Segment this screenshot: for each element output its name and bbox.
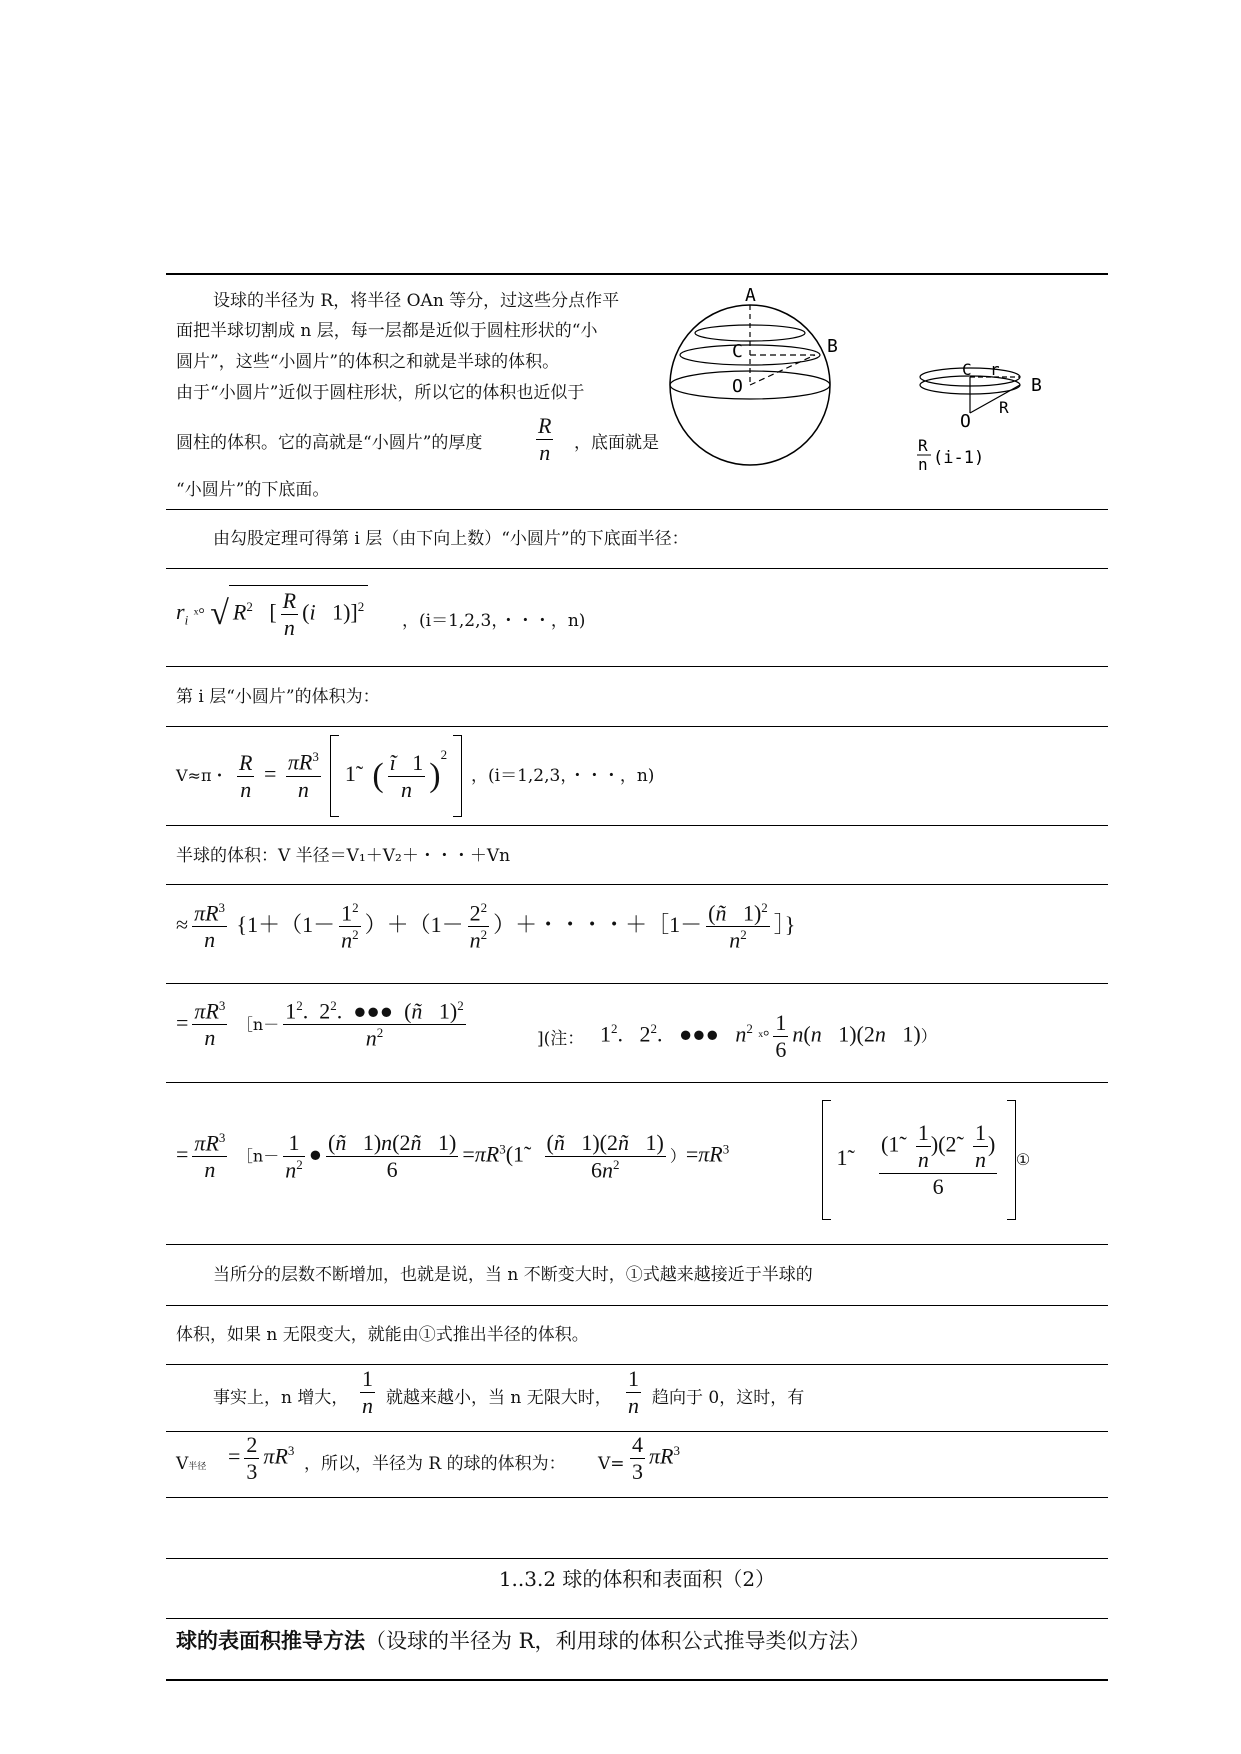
rule (166, 1497, 1108, 1498)
thickness-fraction: $\frac{R}{n}$ (538, 413, 552, 465)
section-title: 1..3.2 球的体积和表面积（2） (498, 1567, 776, 1591)
label-B: B (827, 336, 838, 357)
intro-line: 面把半球切割成 n 层，每一层都是近似于圆柱形状的“小 (176, 321, 598, 341)
sphere-volume-formula: $\frac{4}{3}$ $\pi R^3$ (632, 1432, 680, 1484)
intro-line (176, 428, 482, 458)
rule (166, 1558, 1108, 1559)
one-over-n: $\frac{1}{n}$ (362, 1366, 373, 1418)
label-C: C (732, 341, 743, 362)
disk-label-C: C (962, 360, 972, 379)
label-O: O (732, 376, 743, 397)
one-over-n: $\frac{1}{n}$ (628, 1366, 639, 1418)
intro-line: 设球的半径为 R，将半径 OAn 等分，过这些分点作平 (213, 291, 620, 311)
radius-formula-suffix: ，(i＝1,2,3，・・・，n) (402, 611, 586, 631)
rule (166, 884, 1108, 885)
surface-heading-rest: （设球的半径为 R，利用球的体积公式推导类似方法） (365, 1629, 871, 1653)
surface-heading-bold: 球的表面积推导方法 (176, 1628, 365, 1653)
v-half-symbol: V (176, 1454, 189, 1474)
disk-caption-tail: (i-1) (933, 448, 985, 468)
volume-formula-suffix: ，(i＝1,2,3，・・・，n) (471, 766, 655, 786)
sum-of-squares: = $\frac{\pi R^3}{n}$ ［n－ $\frac{1^2. 2^2. ●●● (ñ 1)^2}{n^2}$ (176, 998, 464, 1051)
layer-volume-text: 第 i 层“小圆片”的体积为： (176, 687, 380, 707)
intro-line: “小圆片”的下底面。 (176, 480, 330, 500)
conclusion-text: ，所以，半径为 R 的球的体积为： (304, 1454, 566, 1474)
rule (166, 568, 1108, 569)
simplification-bracket: 1̃ (1̃ $\frac{1}{n}$ )(2̃ $\frac{1}{n}$ ) 6 ① (822, 1100, 1030, 1220)
rule (166, 666, 1108, 667)
conclusion-text: 事实上，n 增大， (213, 1388, 349, 1408)
sum-expansion: ≈ $\frac{\pi R^3}{n}$ {1＋（1－ $\frac{1^2}{n^2}$ ）＋（1－ $\frac{2^2}{n^2}$ ）＋・・・・＋［1－ $\frac{(ñ 1)^2}{n^2}$ ］} (176, 900, 796, 953)
disk-label-R: R (999, 398, 1009, 417)
v-label: V= (598, 1454, 625, 1474)
conclusion-line: 当所分的层数不断增加，也就是说，当 n 不断变大时，①式越来越接近于半球的 (213, 1265, 813, 1285)
rule (166, 1082, 1108, 1083)
label-A: A (745, 285, 756, 306)
note-text: ](注： (537, 1029, 585, 1049)
intro-text: ，底面就是 (574, 433, 659, 453)
disk-caption-den: n (918, 455, 928, 474)
intro-line: 圆片”，这些“小圆片”的体积之和就是半球的体积。 (176, 352, 560, 372)
conclusion-line: 体积，如果 n 无限变大，就能由①式推出半径的体积。 (176, 1325, 589, 1345)
hemisphere-figure (665, 285, 845, 470)
hemisphere-sum-text: 半球的体积：V 半径＝V₁＋V₂＋・・・＋Vn (176, 846, 511, 866)
rule (166, 1305, 1108, 1306)
intro-line: 由于“小圆片”近似于圆柱形状，所以它的体积也近似于 (176, 383, 585, 403)
note-formula: $1^2$. $2^2$. ●●● $n^2$ ˣ° $\frac{1}{6}$ n(n 1)(2n 1)） (600, 1010, 937, 1062)
rule (166, 509, 1108, 510)
rule (166, 983, 1108, 984)
pythagoras-text: 由勾股定理可得第 i 层（由下向上数）“小圆片”的下底面半径： (213, 529, 689, 549)
intro-text: 圆柱的体积。它的高就是“小圆片”的厚度 (176, 433, 483, 453)
simplification-formula: = $\frac{\pi R^3}{n}$ ［n－ $\frac{1}{n^2}$ ● $\frac{(ñ 1)n(2ñ 1)}{6}$ $=\pi R^3(1̃$ $\frac{(ñ 1)(2ñ 1)}{6n^2}$ ）$=\pi R^3$ (176, 1130, 730, 1183)
v-half-sub: 半径 (188, 1462, 207, 1472)
rule (166, 1244, 1108, 1245)
disk-label-B: B (1031, 375, 1042, 396)
rule (166, 1618, 1108, 1619)
volume-formula: V≈π・ $\frac{R}{n}$ = $\frac{\pi R^3}{n}$ 1̃ ( $\frac{ĩ 1}{n}$ )$^2$ (176, 735, 462, 817)
rule (166, 726, 1108, 727)
radius-formula: $r_i$ ˣ° √ $R^2$ [ $\frac{R}{n}$ (i 1)]$^2$ (176, 585, 368, 643)
conclusion-text: 就越来越小，当 n 无限大时， (386, 1388, 612, 1408)
surface-heading (176, 1625, 871, 1657)
rule-top (166, 273, 1108, 275)
disk-label-O: O (960, 411, 971, 432)
disk-label-r: r (990, 360, 1000, 379)
rule (166, 825, 1108, 826)
disk-figure (915, 355, 1055, 480)
conclusion-text: 趋向于 0，这时，有 (652, 1388, 805, 1408)
rule (166, 1364, 1108, 1365)
hemisphere-volume-formula: = $\frac{2}{3}$ $\pi R^3$ (228, 1432, 295, 1484)
v-half-label (176, 1449, 206, 1482)
disk-caption-num: R (918, 436, 928, 455)
rule-bottom (166, 1679, 1108, 1681)
